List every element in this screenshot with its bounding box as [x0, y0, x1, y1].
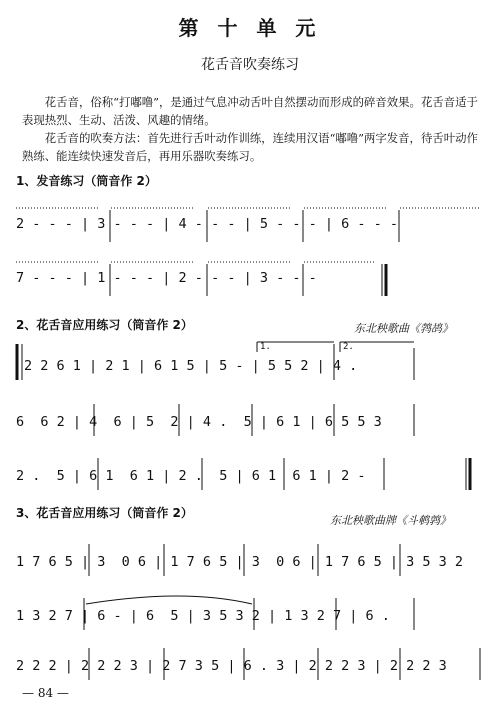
volta-second: 2. [343, 342, 354, 352]
staff-4 [14, 396, 484, 440]
section-heading-1: 1、发音练习（筒音作 2） [16, 174, 157, 188]
intro-paragraph: 花舌音，俗称“打嘟噜”，是通过气息冲动舌叶自然摆动而形成的碎音效果。花舌音适于表现热烈、生动、活泼、风趣的情绪。 [22, 95, 478, 127]
staff-2-notes: 7 - - - | 1 - - - | 2 - - - | 3 - - - [16, 270, 317, 286]
staff-1 [14, 202, 484, 246]
unit-title: 第 十 单 元 [178, 16, 322, 40]
page-number: — 84 — [22, 686, 69, 700]
staff-5 [14, 450, 484, 494]
section-source-2: 东北秧歌曲《鹁鸪》 [354, 322, 453, 335]
staff-1-notes: 2 - - - | 3 - - - | 4 - - - | 5 - - - | 6 - - - [16, 216, 399, 232]
staff-3-notes: 2 2 6 1 | 2 1 | 6 1 5 | 5 - | 5 5 2 | 4 . [24, 358, 358, 374]
section-source-3: 东北秧歌曲牌《斗鹌鹑》 [330, 514, 451, 527]
staff-3 [14, 340, 484, 384]
staff-6 [14, 536, 484, 580]
volta-first: 1. [260, 342, 271, 352]
staff-4-notes: 6 6 2 | 4 6 | 5 2 | 4 . 5 | 6 1 | 6 5 5 3 [16, 414, 382, 430]
staff-7 [14, 590, 484, 634]
section-heading-3: 3、花舌音应用练习（筒音作 2） [16, 506, 193, 520]
staff-6-notes: 1 7 6 5 | 3 0 6 | 1 7 6 5 | 3 0 6 | 1 7 6 5 | 3 5 3 2 [16, 554, 464, 570]
staff-7-notes: 1 3 2 7 | 6 - | 6 5 | 3 5 3 2 | 1 3 2 7 | 6 . [16, 608, 390, 624]
staff-8-notes: 2 2 2 | 2 2 2 3 | 2 7 3 5 | 6 . 3 | 2 2 2 3 | 2 2 2 3 [16, 658, 447, 674]
lesson-subtitle: 花舌音吹奏练习 [201, 57, 299, 73]
staff-2 [14, 256, 484, 300]
section-heading-2: 2、花舌音应用练习（筒音作 2） [16, 318, 193, 332]
method-paragraph: 花舌音的吹奏方法：首先进行舌叶动作训练，连续用汉语“嘟噜”两字发音，待舌叶动作熟练、能连续快速发音后，再用乐器吹奏练习。 [22, 131, 478, 163]
staff-8 [14, 640, 484, 684]
staff-5-notes: 2 . 5 | 6 1 6 1 | 2 . 5 | 6 1 6 1 | 2 - [16, 468, 366, 484]
